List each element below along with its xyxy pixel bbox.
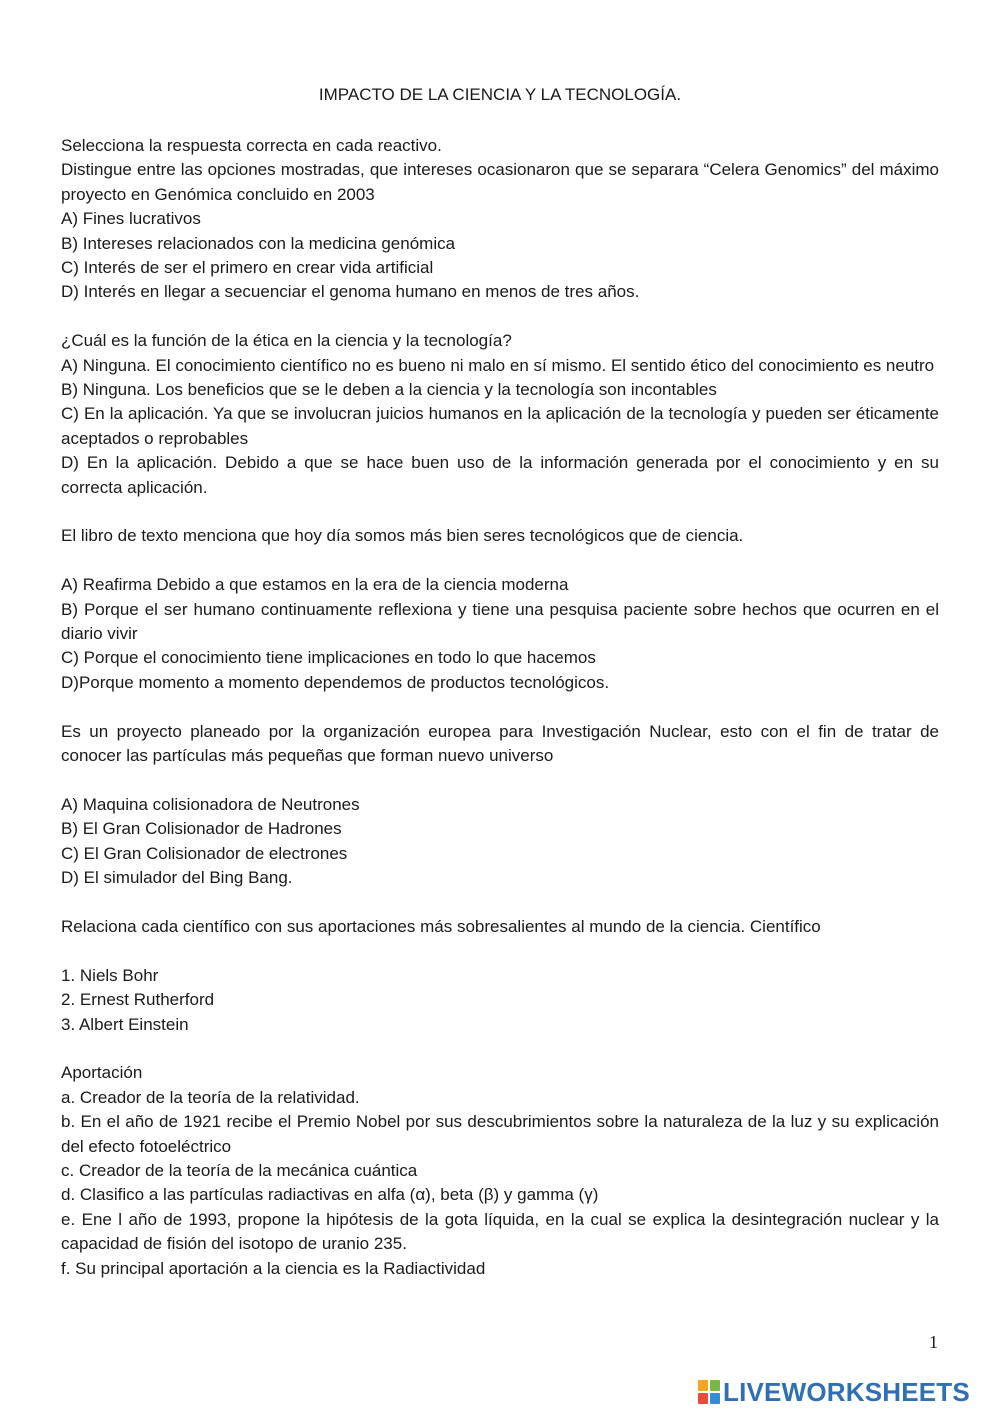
blank-line bbox=[61, 769, 939, 793]
text-line: 3. Albert Einstein bbox=[61, 1014, 189, 1034]
text-line: D) En la aplicación. Debido a que se hace buen uso de la información generada por el conocimiento y en su correcta aplicación. bbox=[61, 453, 939, 497]
text-line: C) En la aplicación. Ya que se involucran juicios humanos en la aplicación de la tecnología y pueden ser éticamente aceptados o reprobables bbox=[61, 404, 939, 448]
logo-square-2 bbox=[710, 1380, 720, 1391]
text-line: c. Creador de la teoría de la mecánica cuántica bbox=[61, 1160, 418, 1180]
blank-line bbox=[61, 500, 939, 524]
blank-line bbox=[61, 1037, 939, 1061]
logo-square-1 bbox=[698, 1380, 708, 1391]
liveworksheets-icon bbox=[698, 1380, 720, 1404]
text-line: El libro de texto menciona que hoy día somos más bien seres tecnológicos que de ciencia. bbox=[61, 526, 744, 546]
text-line: B) El Gran Colisionador de Hadrones bbox=[61, 819, 342, 839]
text-line: f. Su principal aportación a la ciencia es la Radiactividad bbox=[61, 1258, 486, 1278]
text-line: C) El Gran Colisionador de electrones bbox=[61, 843, 348, 863]
text-line: A) Maquina colisionadora de Neutrones bbox=[61, 794, 360, 814]
text-line: A) Fines lucrativos bbox=[61, 209, 201, 229]
text-line: D) Interés en llegar a secuenciar el genoma humano en menos de tres años. bbox=[61, 282, 640, 302]
text-line: Relaciona cada científico con sus aportaciones más sobresalientes al mundo de la ciencia. Científico bbox=[61, 916, 821, 936]
text-line: Distingue entre las opciones mostradas, que intereses ocasionaron que se separara “Celera Genomics” del máximo proyecto en Genómica concluido en 2003 bbox=[61, 160, 939, 204]
liveworksheets-logo bbox=[698, 1377, 970, 1407]
text-line: B) Intereses relacionados con la medicina genómica bbox=[61, 233, 456, 253]
text-line: ¿Cuál es la función de la ética en la ciencia y la tecnología? bbox=[61, 331, 512, 351]
text-line: Es un proyecto planeado por la organización europea para Investigación Nuclear, esto con el fin de tratar de conocer las partículas más pequeñas que forman nuevo universo bbox=[61, 721, 939, 766]
blank-line bbox=[61, 305, 939, 329]
text-line: B) Porque el ser humano continuamente reflexiona y tiene una pesquisa paciente sobre hechos que ocurren en el diario vivir bbox=[61, 599, 939, 644]
text-line: C) Porque el conocimiento tiene implicaciones en todo lo que hacemos bbox=[61, 648, 596, 668]
text-line: d. Clasifico a las partículas radiactivas en alfa (α), beta (β) y gamma (γ) bbox=[61, 1185, 599, 1205]
text-line: Aportación bbox=[61, 1063, 143, 1083]
text-line: b. En el año de 1921 recibe el Premio Nobel por sus descubrimientos sobre la naturaleza de la luz y su explicación del efecto fotoeléctrico bbox=[61, 1112, 939, 1156]
text-line: e. Ene l año de 1993, propone la hipótesis de la gota líquida, en la cual se explica la desintegración nuclear y la capacidad de fisión del isotopo de uranio 235. bbox=[61, 1209, 939, 1254]
text-line: D)Porque momento a momento dependemos de productos tecnológicos. bbox=[61, 672, 610, 692]
logo-square-4 bbox=[710, 1393, 720, 1404]
text-line: A) Reafirma Debido a que estamos en la era de la ciencia moderna bbox=[61, 575, 569, 595]
text-line: 1. Niels Bohr bbox=[61, 965, 159, 985]
text-line: a. Creador de la teoría de la relatividad. bbox=[61, 1087, 360, 1107]
worksheet-body bbox=[61, 134, 939, 1281]
page-title: IMPACTO DE LA CIENCIA Y LA TECNOLOGÍA. bbox=[318, 85, 682, 104]
text-line: D) El simulador del Bing Bang. bbox=[61, 868, 293, 888]
blank-line bbox=[61, 695, 939, 719]
blank-line bbox=[61, 549, 939, 573]
text-line: Selecciona la respuesta correcta en cada reactivo. bbox=[61, 136, 442, 155]
text-line: B) Ninguna. Los beneficios que se le deben a la ciencia y la tecnología son incontables bbox=[61, 380, 717, 400]
text-line: A) Ninguna. El conocimiento científico no es bueno ni malo en sí mismo. El sentido ético del conocimiento es neutro bbox=[61, 355, 935, 375]
text-line: C) Interés de ser el primero en crear vida artificial bbox=[61, 258, 434, 278]
blank-line bbox=[61, 891, 939, 915]
page-number: 1 bbox=[929, 1332, 938, 1352]
logo-square-3 bbox=[698, 1393, 708, 1404]
text-line: 2. Ernest Rutherford bbox=[61, 990, 215, 1010]
blank-line bbox=[61, 939, 939, 963]
liveworksheets-wordmark: LIVEWORKSHEETS bbox=[723, 1376, 970, 1407]
